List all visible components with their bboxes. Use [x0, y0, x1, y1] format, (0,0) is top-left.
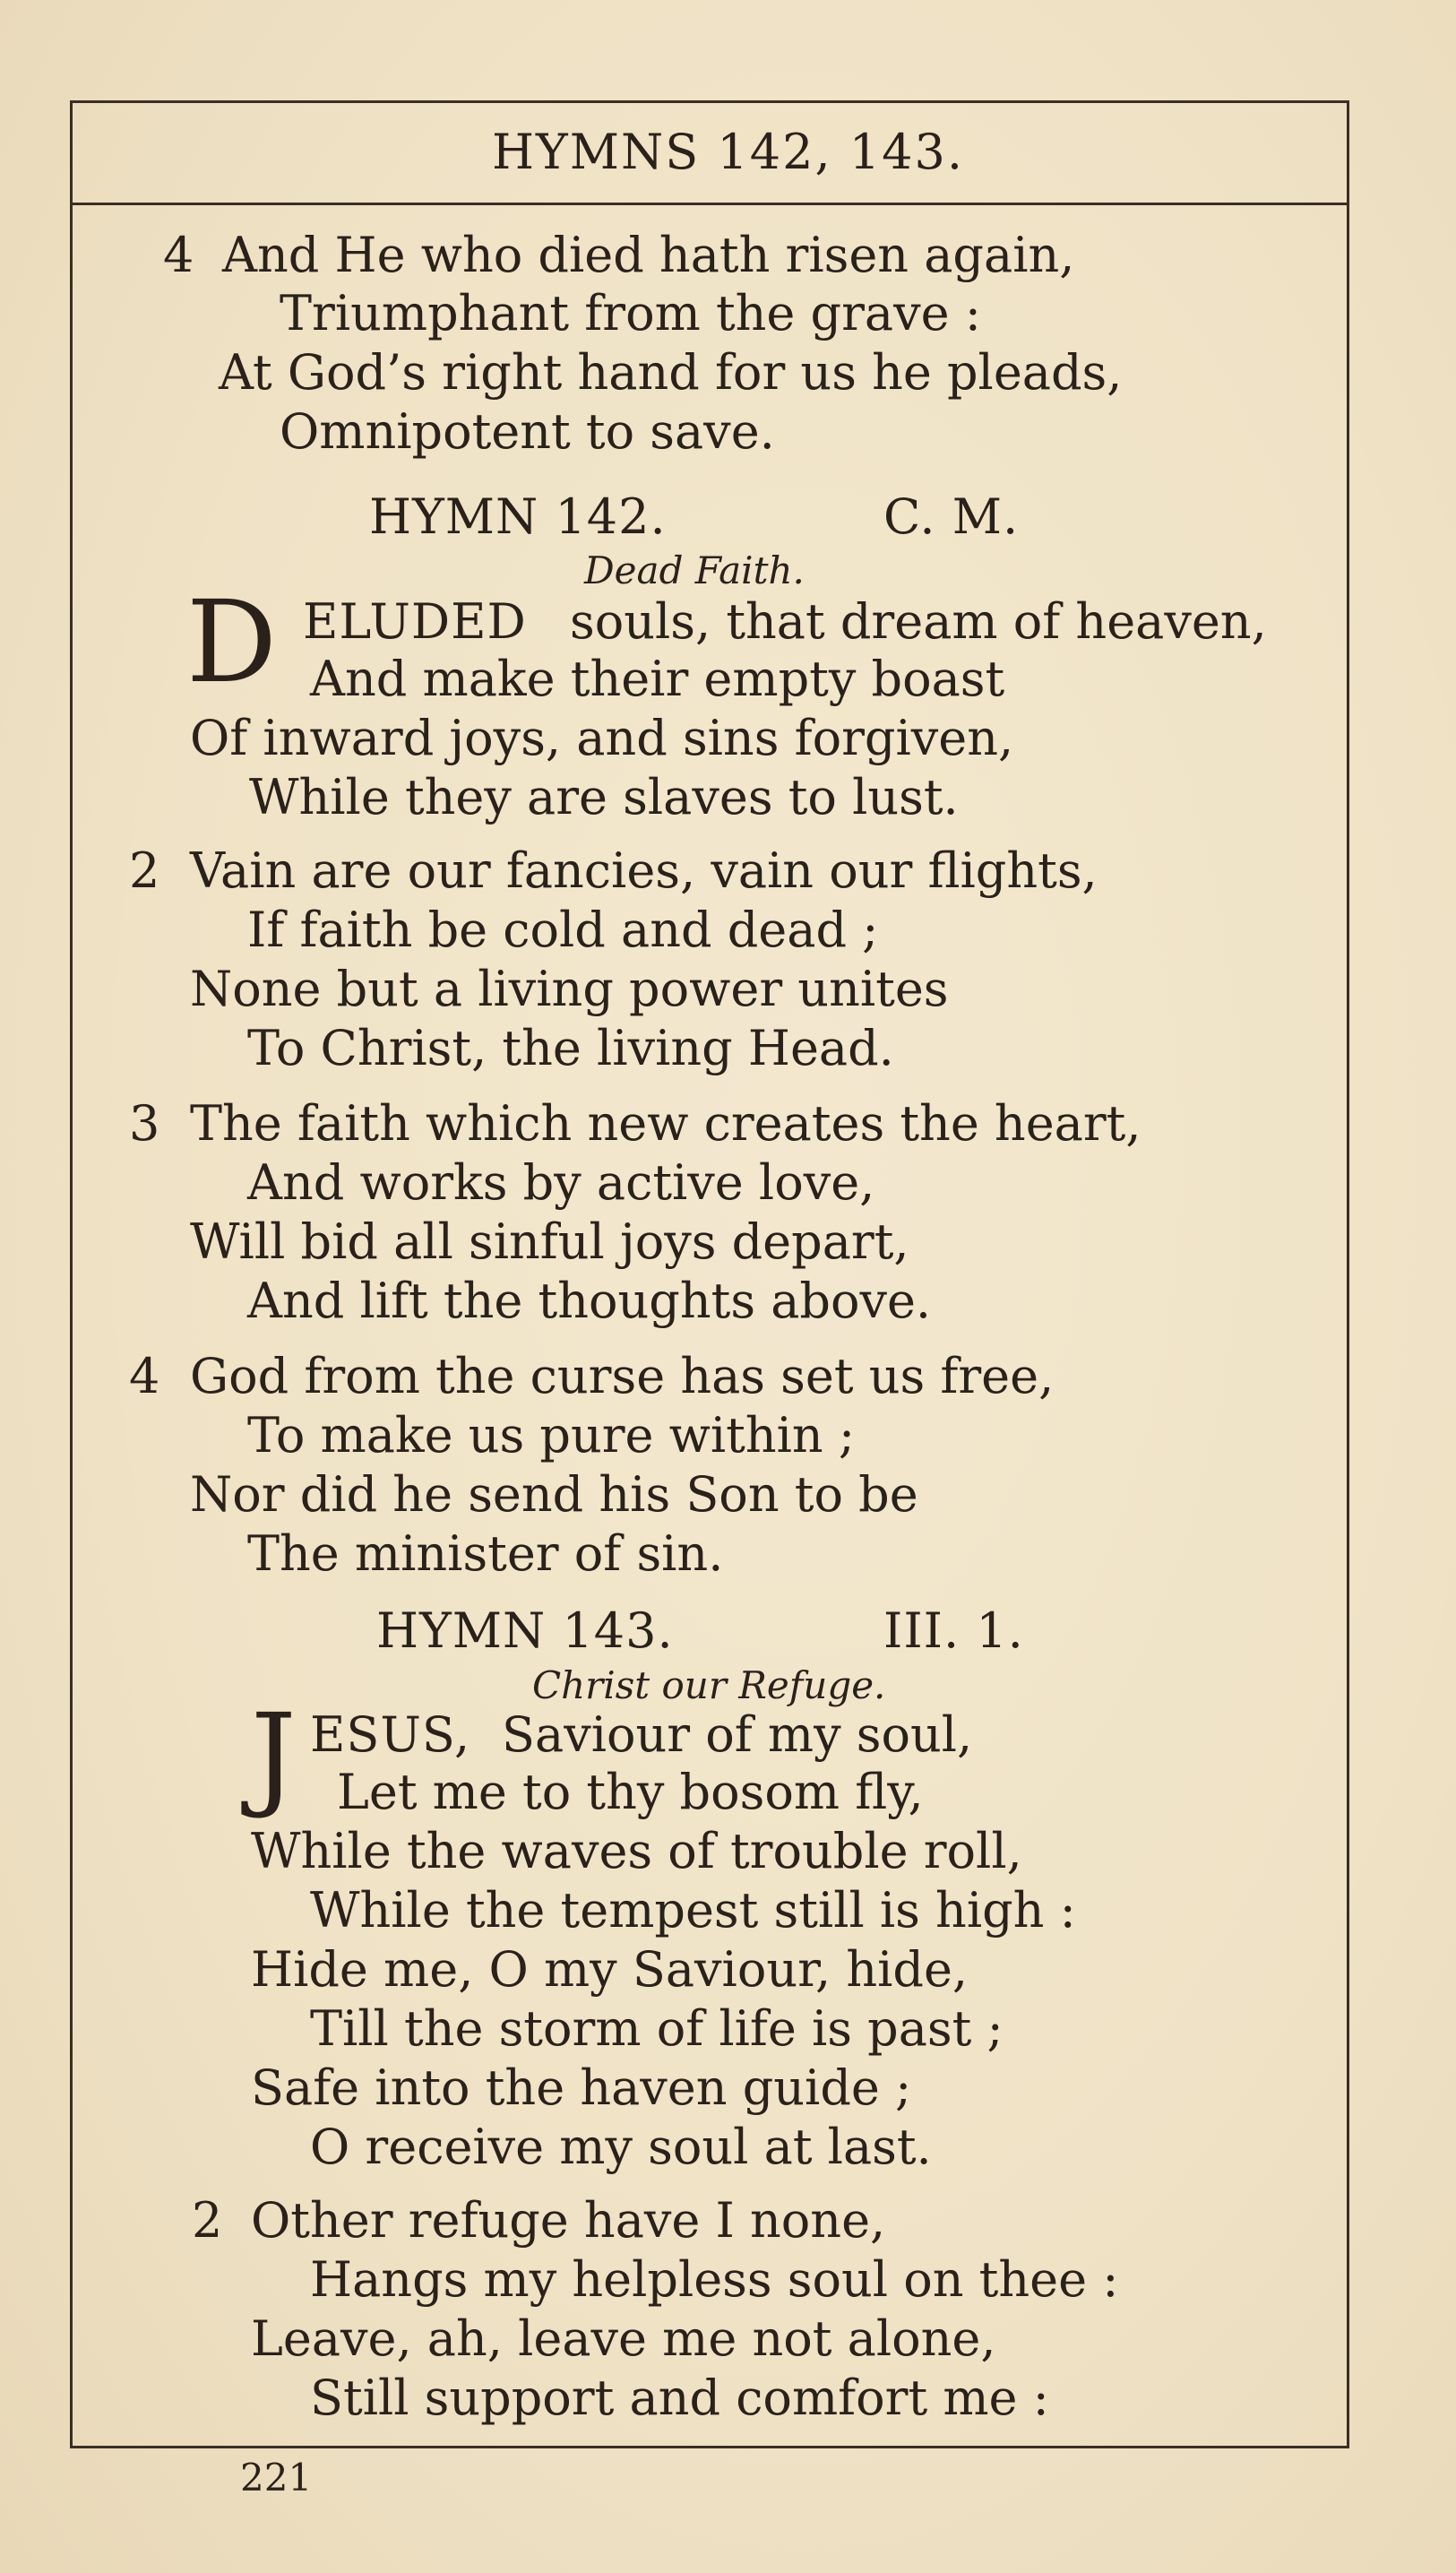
hymn-142-meter: C. M.	[883, 488, 1020, 545]
hymn-142-s3-number: 3	[129, 1095, 160, 1152]
hymn-142-dropcap: D	[186, 576, 278, 708]
hymn-142-s3-line-4: And lift the thoughts above.	[247, 1273, 932, 1329]
hymn-143-s1-line-6: Till the storm of life is past ;	[310, 2000, 1004, 2057]
hymn-142-s1-line-3: Of inward joys, and sins forgiven,	[190, 710, 1014, 766]
hymn-142-s1-line-4: While they are slaves to lust.	[249, 769, 959, 825]
hymn-143-s1-line-4: While the tempest still is high :	[310, 1882, 1076, 1938]
hymn-143-s2-line-1: Other refuge have I none,	[251, 2192, 886, 2249]
hymn-142-s4-line-3: Nor did he send his Son to be	[190, 1466, 918, 1523]
top-verse-line-3: At God’s right hand for us he pleads,	[219, 344, 1123, 401]
hymn-143-s1-line-2: Let me to thy bosom fly,	[337, 1764, 924, 1820]
running-head: HYMNS 142, 143.	[491, 124, 965, 180]
left-edge-mark	[70, 203, 73, 328]
hymn-142-s3-line-3: Will bid all sinful joys depart,	[190, 1213, 909, 1270]
hymn-143-s1-line-5: Hide me, O my Saviour, hide,	[251, 1941, 969, 1998]
top-verse-number: 4	[163, 227, 194, 283]
hymn-142-subtitle: Dead Faith.	[584, 548, 805, 592]
hymn-143-s2-line-3: Leave, ah, leave me not alone,	[251, 2310, 996, 2367]
top-verse-line-4: Omnipotent to save.	[280, 403, 775, 460]
hymn-142-title: HYMN 142.	[369, 488, 667, 545]
hymn-142-s2-line-4: To Christ, the living Head.	[247, 1020, 894, 1076]
hymn-143-title: HYMN 143.	[376, 1602, 674, 1659]
hymn-142-s4-number: 4	[129, 1348, 160, 1404]
hymn-142-first-word: ELUDED	[303, 593, 527, 650]
hymn-143-s1-line-7: Safe into the haven guide ;	[251, 2059, 912, 2116]
hymn-142-s2-line-2: If faith be cold and dead ;	[247, 902, 879, 958]
top-verse-line-1: And He who died hath risen again,	[222, 227, 1075, 283]
hymn-143-subtitle: Christ our Refuge.	[532, 1663, 886, 1707]
hymn-142-s2-line-3: None but a living power unites	[190, 961, 949, 1017]
hymn-142-s2-line-1: Vain are our fancies, vain our flights,	[190, 842, 1098, 899]
hymn-143-s1-line-3: While the waves of trouble roll,	[251, 1823, 1022, 1879]
hymn-142-s3-line-1: The faith which new creates the heart,	[190, 1095, 1142, 1152]
hymn-143-meter: III. 1.	[883, 1602, 1024, 1659]
hymn-143-s2-number: 2	[192, 2192, 223, 2249]
hymn-142-s4-line-4: The minister of sin.	[247, 1525, 724, 1582]
hymn-142-s4-line-2: To make us pure within ;	[247, 1407, 856, 1464]
hymn-142-s4-line-1: God from the curse has set us free,	[190, 1348, 1055, 1404]
hymn-143-dropcap: J	[251, 1689, 297, 1821]
hymn-142-s2-number: 2	[129, 842, 160, 899]
hymn-143-s1-line-1: Saviour of my soul,	[502, 1706, 973, 1763]
hymn-143-s2-line-4: Still support and comfort me :	[310, 2370, 1049, 2426]
hymn-143-first-word: ESUS,	[310, 1706, 471, 1763]
page-number: 221	[240, 2456, 313, 2500]
top-verse-line-2: Triumphant from the grave :	[280, 285, 981, 341]
hymn-142-s3-line-2: And works by active love,	[247, 1154, 875, 1211]
hymn-143-s1-line-8: O receive my soul at last.	[310, 2119, 932, 2175]
hymn-142-s1-line-1: souls, that dream of heaven,	[570, 593, 1267, 650]
hymn-142-s1-line-2: And make their empty boast	[310, 651, 1005, 707]
header-rule	[70, 203, 1349, 205]
hymn-143-s2-line-2: Hangs my helpless soul on thee :	[310, 2251, 1119, 2308]
